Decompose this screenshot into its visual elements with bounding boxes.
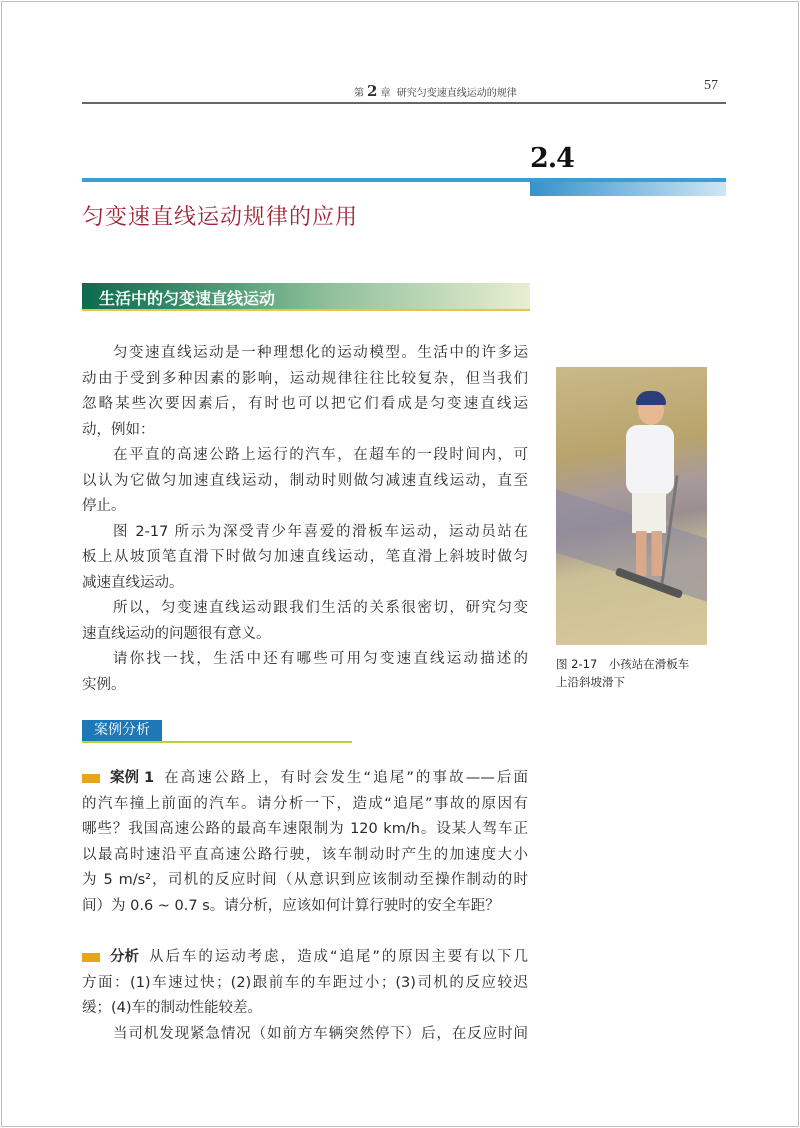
chapter-prefix: 第 — [354, 88, 364, 99]
paragraph-line: 停止。 — [82, 498, 126, 514]
subsection-title: 生活中的匀变速直线运动 — [99, 289, 276, 308]
paragraph-line: 忽略某些次要因素后，有时也可以把它们看成是匀变速直线运 — [82, 396, 528, 412]
paragraph-line: 的汽车撞上前面的汽车。请分析一下，造成“追尾”事故的原因有 — [82, 795, 528, 812]
running-header — [82, 76, 726, 104]
intro-text — [82, 341, 528, 698]
case1-label: 案例 1 — [110, 770, 155, 786]
paragraph-line: 当司机发现紧急情况（如前方车辆突然停下）后，在反应时间 — [113, 1025, 528, 1042]
paragraph-line — [82, 766, 528, 792]
figure-caption — [556, 655, 716, 691]
paragraph-line: 间）为 0.6 ~ 0.7 s。请分析，应该如何计算行驶时的安全车距？ — [82, 897, 500, 914]
caption-line: 图 2-17 小孩站在滑板车 — [556, 657, 690, 671]
paragraph-line: 为 5 m/s²，司机的反应时间（从意识到应该制动至操作制动的时 — [82, 872, 528, 888]
case-analysis-rule — [82, 741, 352, 743]
analysis-label: 分析 — [110, 949, 139, 965]
chapter-heading — [354, 82, 517, 100]
paragraph-line: 以最高时速沿平直高速公路行驶，该车制动时产生的加速度大小 — [82, 846, 528, 863]
paragraph-line: 缓；(4)车的制动性能较差。 — [82, 1000, 263, 1016]
orange-marker-icon — [82, 774, 100, 783]
case-analysis-tag: 案例分析 — [82, 720, 162, 741]
caption-line: 上沿斜坡滑下 — [556, 675, 625, 689]
paragraph-line: 板上从坡顶笔直滑下时做匀加速直线运动，笔直滑上斜坡时做匀 — [82, 549, 528, 565]
paragraph-text: 从后车的运动考虑，造成“追尾”的原因主要有以下几 — [149, 949, 528, 965]
paragraph-line: 在平直的高速公路上运行的汽车，在超车的一段时间内，可 — [113, 447, 528, 463]
case-text — [82, 766, 528, 1047]
orange-marker-icon — [82, 953, 100, 962]
paragraph-line: 图 2-17 所示为深受青少年喜爱的滑板车运动，运动员站在 — [113, 523, 528, 540]
chapter-number: 2 — [367, 82, 378, 100]
chapter-title: 研究匀变速直线运动的规律 — [396, 88, 517, 99]
paragraph-line: 匀变速直线运动是一种理想化的运动模型。生活中的许多运 — [113, 345, 528, 361]
section-rule-accent — [530, 182, 726, 196]
paragraph-text: 在高速公路上，有时会发生“追尾”的事故——后面 — [164, 770, 528, 786]
paragraph-line: 动，例如： — [82, 421, 155, 438]
section-title: 匀变速直线运动规律的应用 — [82, 205, 359, 230]
paragraph-line: 以认为它做匀加速直线运动，制动时则做匀减速直线运动，直至 — [82, 472, 528, 489]
subsection-bar — [82, 283, 530, 311]
figure-photo-scooter-child — [556, 367, 707, 645]
paragraph-line: 请你找一找，生活中还有哪些可用匀变速直线运动描述的 — [113, 651, 528, 667]
paragraph-line: 实例。 — [82, 676, 126, 693]
chapter-suffix: 章 — [380, 88, 391, 99]
page-number: 57 — [704, 78, 718, 93]
paragraph-line: 所以，匀变速直线运动跟我们生活的关系很密切，研究匀变 — [113, 600, 528, 616]
section-number: 2.4 — [530, 143, 574, 174]
paragraph-line: 减速直线运动。 — [82, 574, 184, 591]
paragraph-line: 方面：(1)车速过快；(2)跟前车的车距过小；(3)司机的反应较迟 — [82, 974, 528, 991]
paragraph-line: 动由于受到多种因素的影响，运动规律往往比较复杂，但当我们 — [82, 370, 528, 387]
paragraph-line: 速直线运动的问题很有意义。 — [82, 625, 271, 642]
paragraph-line: 哪些？我国高速公路的最高车速限制为 120 km/h。设某人驾车正 — [82, 821, 528, 837]
paragraph-line — [82, 945, 528, 971]
